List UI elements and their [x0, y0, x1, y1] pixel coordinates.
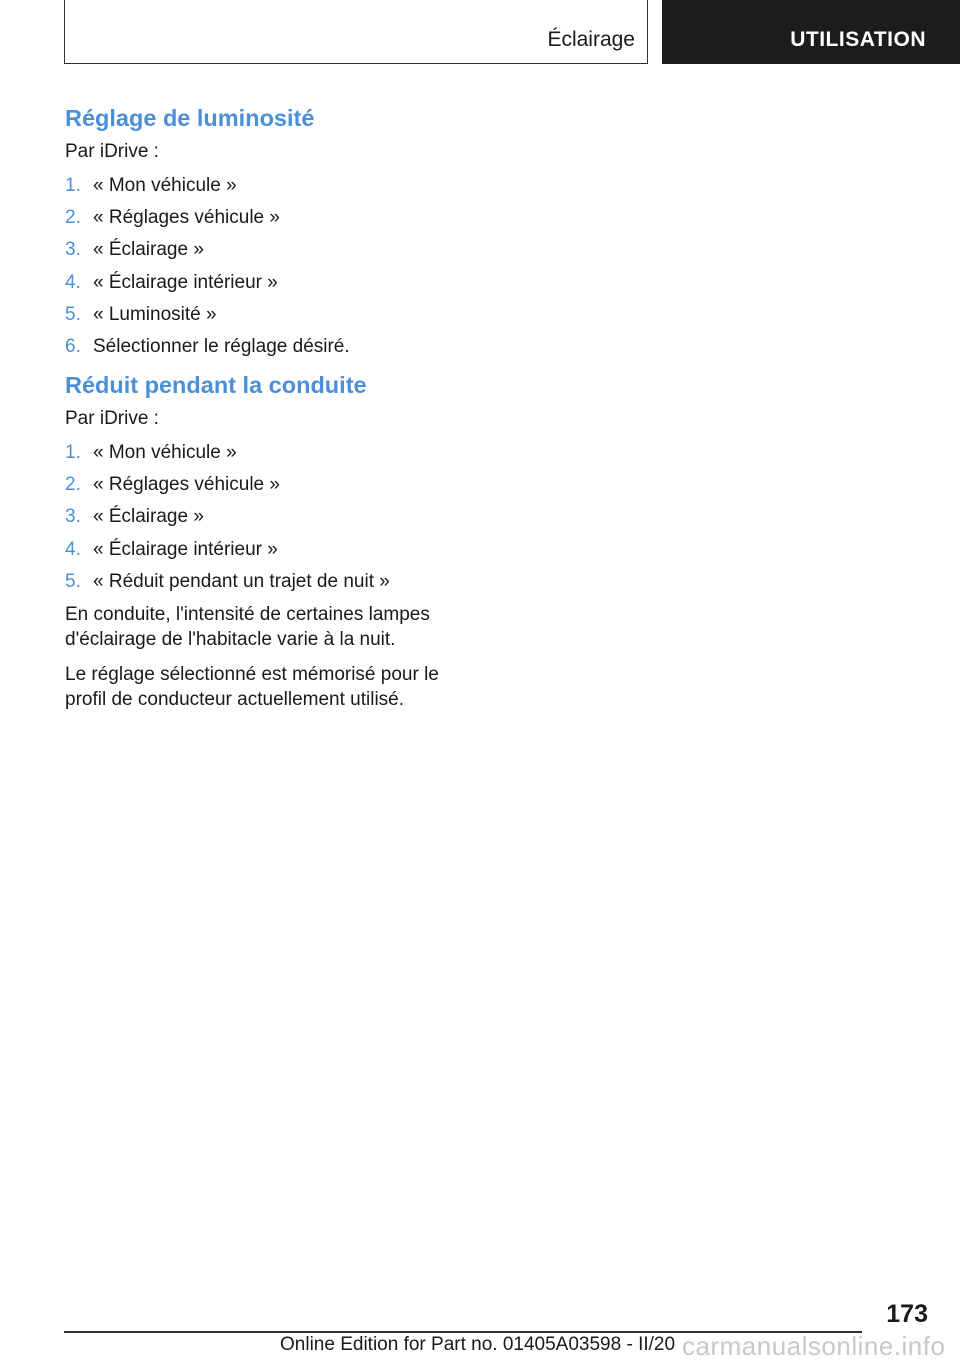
step-text: « Éclairage » [93, 506, 204, 528]
list-item [65, 174, 465, 198]
step-number: 1. [65, 175, 81, 196]
list-item [65, 335, 465, 359]
step-number: 3. [65, 239, 81, 261]
step-text: « Réglages véhicule » [93, 207, 280, 229]
step-number: 5. [65, 303, 81, 325]
header-chapter-title: Éclairage [547, 28, 635, 51]
watermark: carmanualsonline.info [682, 1331, 946, 1361]
step-text: « Éclairage intérieur » [93, 538, 278, 560]
step-text: « Luminosité » [93, 303, 217, 325]
footer-edition: Online Edition for Part no. 01405A03598 - II/20 [280, 1334, 676, 1355]
step-text: « Réduit pendant un trajet de nuit » [93, 570, 390, 592]
section-heading-dimmed: Réduit pendant la conduite [65, 371, 367, 398]
section-brightness [65, 104, 465, 359]
page-content [65, 104, 465, 722]
step-number: 1. [65, 441, 81, 463]
list-item [65, 303, 465, 327]
step-text: « Mon véhicule » [93, 441, 237, 463]
paragraph-driver-profile: Le réglage sélectionné est mémorisé pour le profil de conducteur actuellement utilisé. [65, 663, 439, 710]
header-section-label: UTILISATION [790, 28, 926, 51]
list-item [65, 238, 465, 262]
section-intro: Par iDrive : [65, 407, 159, 429]
step-text: Sélectionner le réglage désiré. [93, 335, 350, 357]
page-number: 173 [886, 1300, 928, 1328]
list-item [65, 271, 465, 295]
section-dimmed-driving [65, 371, 465, 712]
list-item [65, 473, 465, 497]
header-section-tab [662, 0, 960, 64]
header-box [64, 0, 648, 64]
list-item [65, 570, 465, 594]
section-intro: Par iDrive : [65, 141, 159, 162]
list-item [65, 538, 465, 562]
steps-list [65, 441, 465, 594]
step-number: 4. [65, 271, 81, 293]
list-item [65, 206, 465, 230]
section-heading-brightness: Réglage de luminosité [65, 105, 315, 131]
step-text: « Éclairage intérieur » [93, 271, 278, 293]
paragraph-night-intensity: En conduite, l'intensité de certaines lampes d'éclairage de l'habitacle varie à la nuit. [65, 603, 430, 650]
step-number: 3. [65, 506, 81, 528]
step-number: 4. [65, 538, 81, 560]
step-text: « Mon véhicule » [93, 175, 237, 196]
list-item [65, 505, 465, 529]
step-number: 5. [65, 570, 81, 592]
list-item [65, 441, 465, 465]
step-text: « Éclairage » [93, 239, 204, 261]
step-text: « Réglages véhicule » [93, 474, 280, 496]
step-number: 2. [65, 207, 81, 229]
step-number: 6. [65, 335, 81, 357]
step-number: 2. [65, 474, 81, 496]
steps-list [65, 174, 465, 359]
